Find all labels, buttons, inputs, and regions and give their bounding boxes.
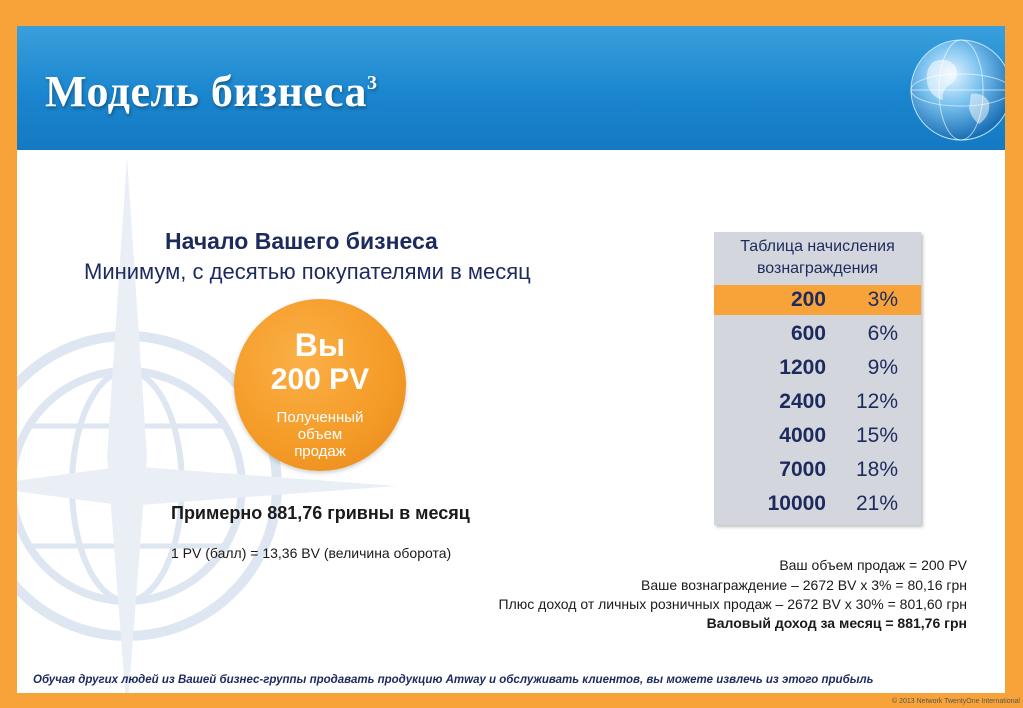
reward-table-title: Таблица начисления вознаграждения <box>740 238 895 277</box>
approx-income: Примерно 881,76 гривны в месяц <box>171 503 470 523</box>
globe-icon <box>893 32 1005 152</box>
copyright: © 2013 Network TwentyOne International <box>892 698 1020 705</box>
reward-percent: 12% <box>855 390 898 413</box>
reward-percent: 6% <box>867 322 898 345</box>
circle-desc-line: объем <box>297 426 343 443</box>
reward-volume: 7000 <box>779 458 826 481</box>
reward-row <box>714 285 921 315</box>
calc-retail-income: Плюс доход от личных розничных продаж – 2672 BV x 30% = 801,60 грн <box>498 596 967 612</box>
circle-description <box>234 409 406 460</box>
pv-circle <box>234 299 406 471</box>
title-superscript: 3 <box>366 72 378 94</box>
start-subtitle: Минимум, с десятью покупателями в месяц <box>84 259 531 284</box>
reward-volume: 2400 <box>779 390 826 413</box>
circle-desc-line: продаж <box>294 443 346 460</box>
reward-volume: 10000 <box>767 492 826 515</box>
reward-volume: 1200 <box>779 356 826 379</box>
reward-row <box>714 421 921 451</box>
reward-volume: 200 <box>790 288 826 311</box>
footer-note: Обучая других людей из Вашей бизнес-группы продавать продукцию Amway и обслуживать клиентов, вы можете извлечь из этого прибыль <box>33 674 874 686</box>
reward-row <box>714 489 921 519</box>
start-title: Начало Вашего бизнеса <box>165 228 438 254</box>
page-title: Модель бизнеса$^3$ <box>45 67 378 116</box>
reward-row <box>714 319 921 349</box>
reward-row <box>714 387 921 417</box>
reward-percent: 21% <box>855 492 898 515</box>
calc-sales-volume: Ваш объем продаж = 200 PV <box>779 557 967 573</box>
circle-you-label: Вы <box>294 327 346 363</box>
reward-row <box>714 353 921 383</box>
reward-percent: 3% <box>867 288 898 311</box>
reward-volume: 4000 <box>779 424 826 447</box>
circle-pv-value: 200 PV <box>270 363 370 396</box>
reward-row <box>714 455 921 485</box>
header-banner <box>17 26 1005 150</box>
pv-conversion-note: 1 PV (балл) = 13,36 BV (величина оборота) <box>171 545 452 561</box>
reward-percent: 9% <box>867 356 898 379</box>
reward-volume: 600 <box>790 322 826 345</box>
reward-table <box>714 232 921 525</box>
reward-percent: 15% <box>855 424 898 447</box>
circle-desc-line: Полученный <box>276 409 364 426</box>
calc-reward: Ваше вознаграждение – 2672 BV x 3% = 80,16 грн <box>640 577 967 593</box>
calc-gross-income: Валовый доход за месяц = 881,76 грн <box>706 615 967 631</box>
reward-percent: 18% <box>855 458 898 481</box>
